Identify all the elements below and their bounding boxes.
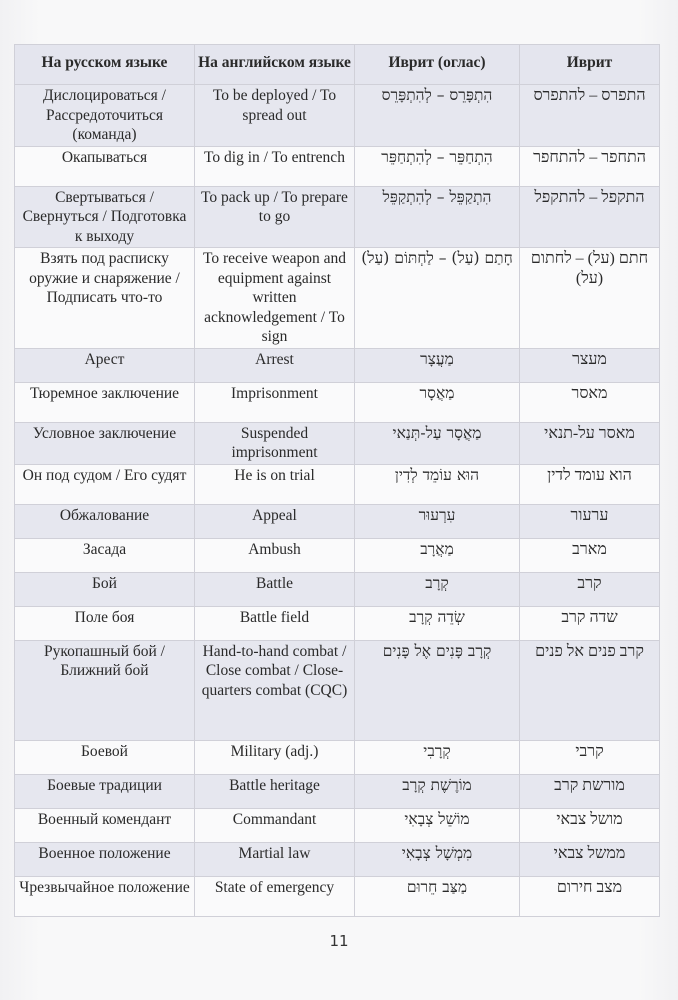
cell-english: Ambush [195,538,355,572]
cell-english: Battle heritage [195,774,355,808]
table-row [15,504,660,538]
header-english: На английском языке [195,45,355,85]
table-row [15,876,660,916]
table-row [15,248,660,349]
header-russian: На русском языке [15,45,195,85]
cell-russian: Военное положение [15,842,195,876]
table-row [15,774,660,808]
cell-english: Martial law [195,842,355,876]
cell-russian: Арест [15,348,195,382]
header-hebrew: Иврит [520,45,660,85]
cell-hebrew-vocalized: מִמְשָׁל צְבָאִי [355,842,520,876]
table-row [15,146,660,186]
table-row [15,808,660,842]
cell-hebrew-vocalized: מַצַּב חֵרוּם [355,876,520,916]
cell-hebrew: שדה קרב [520,606,660,640]
cell-hebrew: מארב [520,538,660,572]
table-body [15,85,660,917]
table-row [15,740,660,774]
table-row [15,842,660,876]
table-row [15,422,660,464]
cell-hebrew-vocalized: הִתְחַפֵּר – לְהִתְחַפֵּר [355,146,520,186]
vocabulary-table [14,44,660,917]
cell-hebrew-vocalized: קְרָב פָּנִים אֶל פָּנִים [355,640,520,740]
cell-russian: Обжалование [15,504,195,538]
cell-hebrew-vocalized: קְרָב [355,572,520,606]
cell-russian: Условное заключение [15,422,195,464]
cell-russian: Поле боя [15,606,195,640]
cell-hebrew: קרב פנים אל פנים [520,640,660,740]
table-row [15,85,660,147]
cell-hebrew: מאסר [520,382,660,422]
cell-russian: Дислоцироваться / Рассредоточиться (команда) [15,85,195,147]
cell-english: Hand-to-hand combat / Close combat / Close-quarters combat (CQC) [195,640,355,740]
cell-english: To receive weapon and equipment against written acknowledgement / To sign [195,248,355,349]
cell-hebrew: התפרס – להתפרס [520,85,660,147]
cell-hebrew-vocalized: מוֹשֵׁל צְבָאִי [355,808,520,842]
cell-english: Military (adj.) [195,740,355,774]
cell-hebrew-vocalized: הִתְפָּרֵס – לְהִתְפָּרֵס [355,85,520,147]
cell-hebrew: הוא עומד לדין [520,464,660,504]
cell-russian: Военный комендант [15,808,195,842]
cell-hebrew: התקפל – להתקפל [520,186,660,248]
cell-russian: Свертываться / Свернуться / Подготовка к выходу [15,186,195,248]
cell-english: Battle [195,572,355,606]
table-row [15,382,660,422]
table-row [15,464,660,504]
table-row [15,640,660,740]
cell-russian: Чрезвычайное положение [15,876,195,916]
page-number: 11 [329,932,349,950]
cell-hebrew-vocalized: חָתַם (עַל) – לַחְתּוֹם (עַל) [355,248,520,349]
table-header-row [15,45,660,85]
table-row [15,572,660,606]
cell-hebrew-vocalized: הוּא עוֹמֵד לְדִין [355,464,520,504]
cell-russian: Засада [15,538,195,572]
cell-english: Imprisonment [195,382,355,422]
cell-hebrew-vocalized: מוֹרֶשֶׁת קְרָב [355,774,520,808]
cell-hebrew-vocalized: שְׂדֵה קְרָב [355,606,520,640]
cell-hebrew: מצב חירום [520,876,660,916]
cell-hebrew: קרב [520,572,660,606]
cell-hebrew-vocalized: מַאֲרָב [355,538,520,572]
cell-russian: Взять под расписку оружие и снаряжение / Подписать что-то [15,248,195,349]
cell-english: State of emergency [195,876,355,916]
cell-hebrew: ערעור [520,504,660,538]
cell-english: He is on trial [195,464,355,504]
cell-hebrew: מאסר על-תנאי [520,422,660,464]
header-hebrew-vocalized: Иврит (оглас) [355,45,520,85]
cell-english: To pack up / To prepare to go [195,186,355,248]
cell-hebrew: ממשל צבאי [520,842,660,876]
cell-hebrew-vocalized: מַעֲצָר [355,348,520,382]
cell-english: Arrest [195,348,355,382]
cell-english: Commandant [195,808,355,842]
cell-russian: Боевой [15,740,195,774]
cell-english: To dig in / To entrench [195,146,355,186]
cell-russian: Тюремное заключение [15,382,195,422]
cell-hebrew-vocalized: עִרְעוּר [355,504,520,538]
cell-russian: Рукопашный бой / Ближний бой [15,640,195,740]
cell-english: Suspended imprisonment [195,422,355,464]
cell-hebrew: קרבי [520,740,660,774]
cell-russian: Боевые традиции [15,774,195,808]
cell-hebrew-vocalized: מַאֲסָר עַל-תְּנַאי [355,422,520,464]
cell-russian: Он под судом / Его судят [15,464,195,504]
table-row [15,606,660,640]
cell-hebrew: התחפר – להתחפר [520,146,660,186]
table-row [15,538,660,572]
cell-hebrew-vocalized: קְרָבִי [355,740,520,774]
cell-russian: Бой [15,572,195,606]
cell-hebrew: מושל צבאי [520,808,660,842]
cell-english: Battle field [195,606,355,640]
cell-hebrew: מורשת קרב [520,774,660,808]
table-row [15,186,660,248]
cell-russian: Окапываться [15,146,195,186]
cell-hebrew: חתם (על) – לחתום (על) [520,248,660,349]
cell-english: To be deployed / To spread out [195,85,355,147]
cell-hebrew-vocalized: הִתְקַפֵּל – לְהִתְקַפֵּל [355,186,520,248]
cell-english: Appeal [195,504,355,538]
cell-hebrew-vocalized: מַאֲסָר [355,382,520,422]
table-row [15,348,660,382]
cell-hebrew: מעצר [520,348,660,382]
